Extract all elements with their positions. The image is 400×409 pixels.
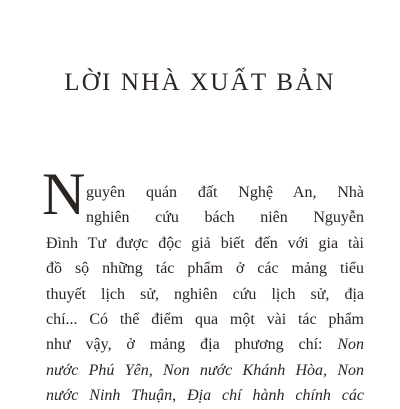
body-paragraph — [46, 180, 364, 409]
page-title: LỜI NHÀ XUẤT BẢN — [64, 69, 336, 96]
text-line-5: thuyết lịch sử, nghiên cứu lịch sử, địa — [46, 285, 364, 303]
text-line-9 — [46, 383, 364, 408]
text-line-7-italic: Non — [337, 336, 364, 354]
text-line-8-italic: nước Phú Yên, Non nước Khánh Hòa, Non — [46, 361, 364, 379]
text-line-8 — [46, 358, 364, 383]
text-line-4: đồ sộ những tác phẩm ở các mảng tiểu — [46, 260, 364, 278]
drop-cap-letter: N — [42, 161, 86, 227]
text-line-2: nghiên cứu bách niên Nguyễn — [86, 209, 364, 227]
text-line-6: chí... Có thể điểm qua một vài tác phẩm — [46, 310, 364, 328]
text-line-7-regular: như vậy, ở mảng địa phương chí: — [46, 336, 338, 354]
text-line-3: Đình Tư được độc giả biết đến với gia tài — [46, 234, 364, 252]
text-line-7 — [46, 332, 364, 357]
text-line-1: guyên quán đất Nghệ An, Nhà — [86, 184, 364, 201]
text-line-9-italic: nước Ninh Thuận, Địa chí hành chính các — [46, 387, 364, 405]
